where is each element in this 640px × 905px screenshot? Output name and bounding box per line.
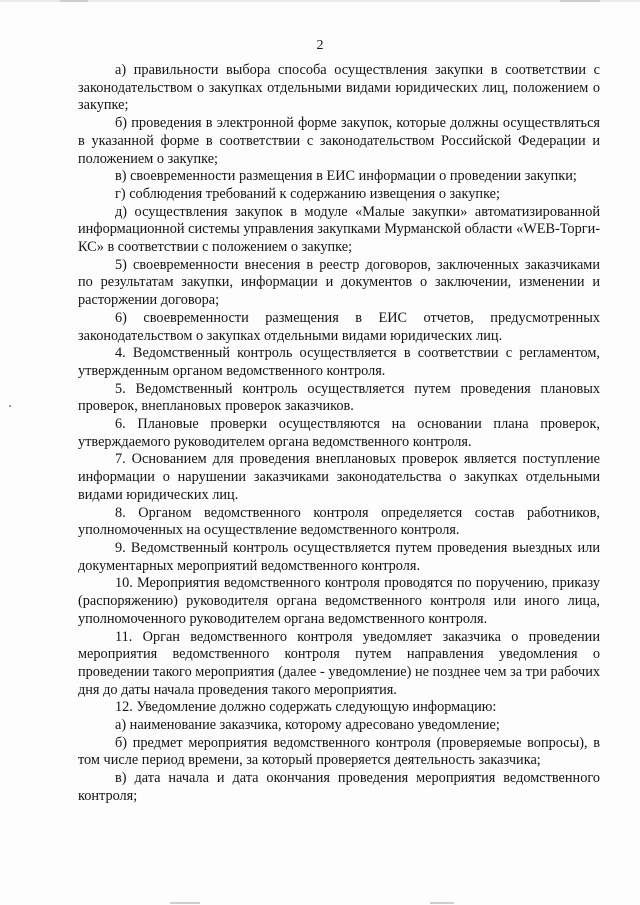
paragraph-section-4: 4. Ведомственный контроль осуществляется в соответствии с регламентом, утвержденным органом ведомственного контроля. — [78, 345, 600, 379]
paragraph-item-a: а) правильности выбора способа осуществления закупки в соответствии с законодательством о закупках отдельными видами юридических лиц, положением о закупке; — [78, 62, 600, 114]
paragraph-section-5: 5. Ведомственный контроль осуществляется путем проведения плановых проверок, внеплановых проверок заказчиков. — [78, 380, 600, 415]
paragraph-item-b: б) проведения в электронной форме закупок, которые должны осуществляться в указанной форме в соответствии с законодательством Российской Федерации и положением о закупке; — [78, 115, 600, 167]
page-number: 2 — [316, 38, 324, 53]
paragraph-section-7: 7. Основанием для проведения внеплановых проверок является поступление информации о нарушении заказчиками законодательства о закупках отдельными видами юридических лиц. — [78, 451, 600, 503]
document-body — [78, 62, 600, 806]
paragraph-section-12-a: а) наименование заказчика, которому адресовано уведомление; — [115, 717, 500, 734]
paragraph-section-12-v: в) дата начала и дата окончания проведения мероприятия ведомственного контроля; — [78, 770, 600, 804]
paragraph-item-d: д) осуществления закупок в модуле «Малые закупки» автоматизированной информационной системы управления закупками Мурманской области «WEB-Торги-КС» в соответствии с положением о закупке; — [78, 203, 600, 256]
paragraph-item-5: 5) своевременности внесения в реестр договоров, заключенных заказчиками по результатам закупки, информации и документов о заключении, изменении и расторжении договора; — [78, 256, 600, 309]
scan-artifact — [430, 902, 454, 904]
paragraph-item-6: 6) своевременности размещения в ЕИС отчетов, предусмотренных законодательством о закупках отдельными видами юридических лиц. — [78, 309, 600, 344]
scan-speck — [9, 405, 11, 407]
scan-artifact — [60, 0, 88, 2]
paragraph-section-6: 6. Плановые проверки осуществляются на основании плана проверок, утверждаемого руководителем органа ведомственного контроля. — [78, 416, 600, 450]
paragraph-section-11: 11. Орган ведомственного контроля уведомляет заказчика о проведении мероприятия ведомственного контроля путем направления уведомления о проведении такого мероприятия (далее - уведомление) не позднее чем за три рабочих дня до даты начала проведения такого мероприятия. — [78, 628, 600, 698]
scan-artifact — [560, 0, 600, 2]
scan-top-edge — [0, 0, 640, 2]
scan-artifact — [170, 902, 200, 904]
paragraph-section-9: 9. Ведомственный контроль осуществляется путем проведения выездных или документарных мероприятий ведомственного контроля. — [78, 539, 600, 574]
paragraph-section-10: 10. Мероприятия ведомственного контроля проводятся по поручению, приказу (распоряжению) руководителя органа ведомственного контроля или иного лица, уполномоченного руководителем органа ведомственного контроля. — [78, 575, 600, 627]
paragraph-section-12-b: б) предмет мероприятия ведомственного контроля (проверяемые вопросы), в том числе период времени, за который проверяется деятельность заказчика; — [78, 734, 600, 769]
paragraph-item-g: г) соблюдения требований к содержанию извещения о закупке; — [115, 185, 500, 202]
paragraph-section-8: 8. Органом ведомственного контроля определяется состав работников, уполномоченных на осуществление ведомственного контроля. — [78, 504, 600, 539]
paragraph-section-12: 12. Уведомление должно содержать следующую информацию: — [115, 699, 497, 716]
paragraph-item-v: в) своевременности размещения в ЕИС информации о проведении закупки; — [115, 168, 577, 185]
